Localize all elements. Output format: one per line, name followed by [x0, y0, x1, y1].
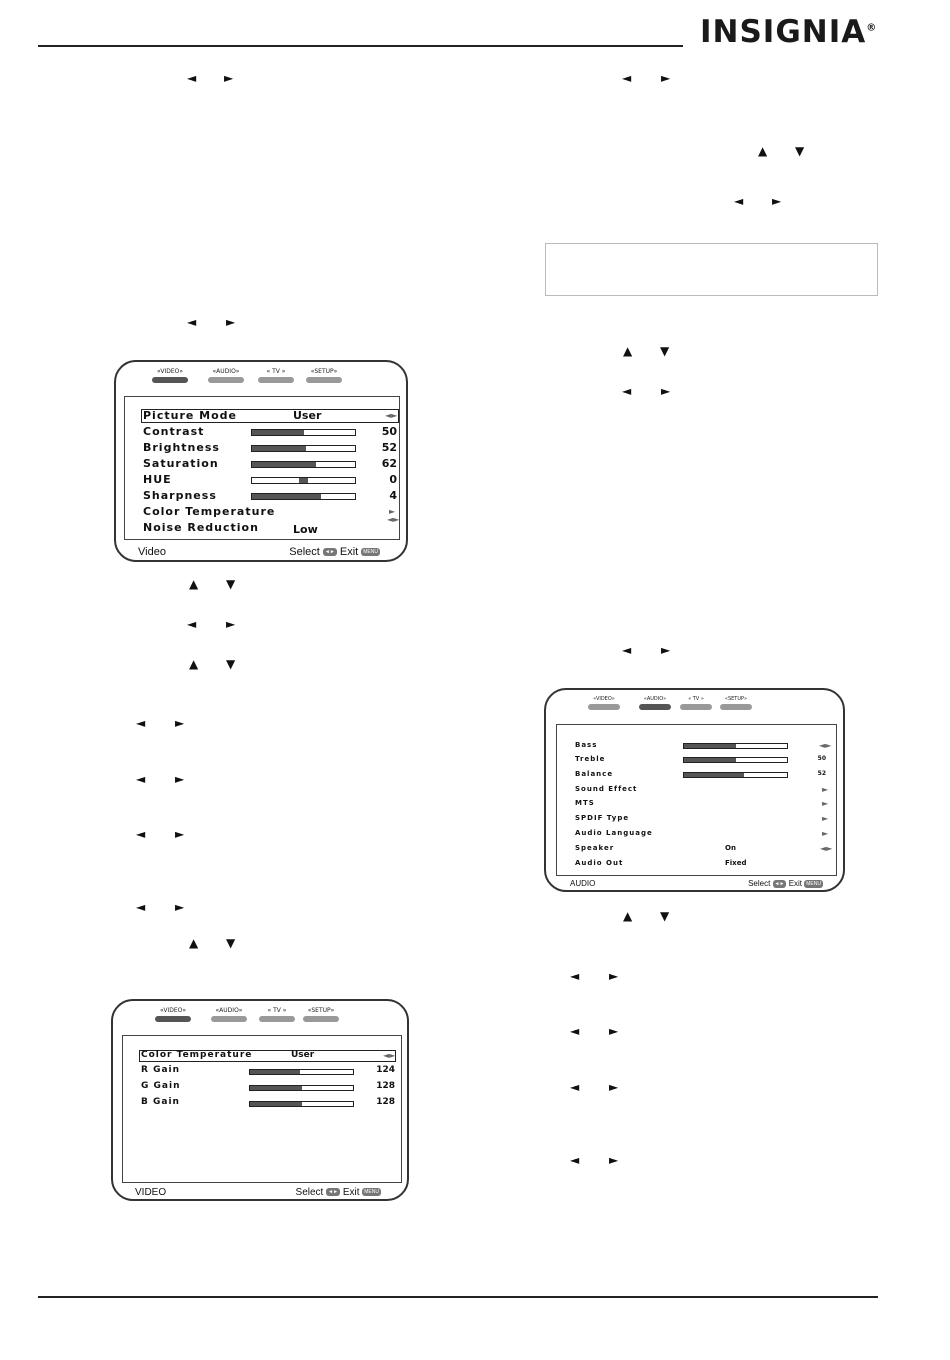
left-right-arrow-icon: ◄►: [819, 741, 832, 750]
menu-item-treble[interactable]: Treble 50: [575, 755, 826, 763]
left-right-arrow-icon: ◄►: [387, 515, 400, 524]
left-arrow-icon: ◄: [187, 315, 197, 329]
menu-panel: [122, 1035, 402, 1183]
up-arrow-icon: ▲: [758, 144, 768, 158]
down-arrow-icon: ▼: [660, 909, 670, 923]
menu-panel: [556, 724, 837, 876]
right-arrow-icon: ►: [822, 814, 829, 823]
tab-audio[interactable]: «AUDIO»: [206, 368, 246, 383]
menu-item-audio-language[interactable]: Audio Language ►: [575, 829, 829, 838]
right-arrow-icon: ►: [224, 71, 234, 85]
tab-tv[interactable]: « TV »: [257, 1007, 297, 1022]
menu-item-audio-out[interactable]: Audio Out Fixed: [575, 859, 747, 867]
tab-video[interactable]: «VIDEO»: [586, 696, 622, 710]
left-arrow-icon: ◄: [136, 900, 146, 914]
right-arrow-icon: ►: [389, 507, 396, 516]
hue-slider[interactable]: [251, 477, 356, 484]
tab-video[interactable]: «VIDEO»: [153, 1007, 193, 1022]
right-arrow-icon: ►: [661, 643, 671, 657]
menu-item-saturation[interactable]: Saturation 62: [143, 457, 397, 470]
left-arrow-icon: ◄: [187, 71, 197, 85]
right-arrow-icon: ►: [175, 772, 185, 786]
left-arrow-icon: ◄: [570, 969, 580, 983]
left-right-arrow-icon: ◄►: [385, 411, 398, 420]
left-right-arrow-icon: ◄►: [383, 1051, 396, 1060]
down-arrow-icon: ▼: [795, 144, 805, 158]
footer-rule: [38, 1296, 878, 1298]
left-arrow-icon: ◄: [136, 827, 146, 841]
tab-setup[interactable]: «SETUP»: [304, 368, 344, 383]
b-gain-slider[interactable]: [249, 1101, 354, 1107]
right-arrow-icon: ►: [175, 716, 185, 730]
left-arrow-icon: ◄: [570, 1024, 580, 1038]
right-arrow-icon: ►: [609, 969, 619, 983]
left-arrow-icon: ◄: [570, 1080, 580, 1094]
down-arrow-icon: ▼: [226, 936, 236, 950]
r-gain-slider[interactable]: [249, 1069, 354, 1075]
up-arrow-icon: ▲: [189, 657, 199, 671]
contrast-slider[interactable]: [251, 429, 356, 436]
tab-setup[interactable]: «SETUP»: [301, 1007, 341, 1022]
right-arrow-icon: ►: [226, 315, 236, 329]
up-arrow-icon: ▲: [623, 909, 633, 923]
right-arrow-icon: ►: [822, 799, 829, 808]
treble-slider[interactable]: [683, 757, 788, 763]
menu-item-noise-reduction[interactable]: Noise Reduction Low ◄►: [143, 515, 400, 536]
sharpness-slider[interactable]: [251, 493, 356, 500]
up-arrow-icon: ▲: [189, 577, 199, 591]
menu-item-r-gain[interactable]: R Gain 124: [141, 1065, 395, 1075]
menu-item-sound-effect[interactable]: Sound Effect ►: [575, 785, 829, 794]
left-arrow-icon: ◄: [622, 384, 632, 398]
menu-item-g-gain[interactable]: G Gain 128: [141, 1081, 395, 1091]
saturation-slider[interactable]: [251, 461, 356, 468]
menu-item-hue[interactable]: HUE 0: [143, 473, 397, 486]
left-arrow-icon: ◄: [187, 617, 197, 631]
menu-item-spdif-type[interactable]: SPDIF Type ►: [575, 814, 829, 823]
left-arrow-icon: ◄: [570, 1153, 580, 1167]
menu-item-mts[interactable]: MTS ►: [575, 799, 829, 808]
menu-item-brightness[interactable]: Brightness 52: [143, 441, 397, 454]
menu-item-speaker[interactable]: Speaker On ◄►: [575, 844, 833, 853]
menu-item-color-temperature[interactable]: Color Temperature User ◄►: [141, 1050, 396, 1060]
menu-item-sharpness[interactable]: Sharpness 4: [143, 489, 397, 502]
left-arrow-icon: ◄: [136, 772, 146, 786]
menu-item-balance[interactable]: Balance 52: [575, 770, 826, 778]
up-arrow-icon: ▲: [189, 936, 199, 950]
tab-tv[interactable]: « TV »: [256, 368, 296, 383]
menu-item-contrast[interactable]: Contrast 50: [143, 425, 397, 438]
g-gain-slider[interactable]: [249, 1085, 354, 1091]
color-temperature-menu-screen: «VIDEO» «AUDIO» « TV » «SETUP» Color Temperature User ◄► R Gain 124 G Gain 128 B Gain 128 VIDEO Select ◄► Exit MENU: [111, 999, 409, 1201]
menu-item-color-temperature[interactable]: Color Temperature ►: [143, 505, 396, 518]
menu-item-picture-mode[interactable]: Picture Mode User ◄►: [143, 409, 398, 422]
menu-tabs: [116, 368, 406, 392]
right-arrow-icon: ►: [609, 1024, 619, 1038]
left-arrow-icon: ◄: [622, 71, 632, 85]
menu-panel: [124, 396, 400, 540]
left-arrow-icon: ◄: [734, 194, 744, 208]
left-arrow-icon: ◄: [136, 716, 146, 730]
down-arrow-icon: ▼: [226, 657, 236, 671]
menu-item-b-gain[interactable]: B Gain 128: [141, 1097, 395, 1107]
menu-tabs: [546, 696, 843, 720]
video-menu-screen: «VIDEO» «AUDIO» « TV » «SETUP» Picture Mode User ◄► Contrast 50 Brightness 52 Saturation 62 HUE 0 Sharpness 4 Color Temperature ► Noise Reduction Low ◄► Video Select ◄► Exit MENU: [114, 360, 408, 562]
down-arrow-icon: ▼: [226, 577, 236, 591]
right-arrow-icon: ►: [661, 71, 671, 85]
header-rule: [38, 45, 683, 47]
tab-video[interactable]: «VIDEO»: [150, 368, 190, 383]
brightness-slider[interactable]: [251, 445, 356, 452]
tab-audio[interactable]: «AUDIO»: [637, 696, 673, 710]
menu-tabs: [113, 1007, 407, 1031]
tab-tv[interactable]: « TV »: [678, 696, 714, 710]
right-arrow-icon: ►: [175, 827, 185, 841]
down-arrow-icon: ▼: [660, 344, 670, 358]
left-arrow-icon: ◄: [622, 643, 632, 657]
right-arrow-icon: ►: [772, 194, 782, 208]
brand-logo: INSIGNIA®: [700, 14, 878, 50]
bass-slider[interactable]: [683, 743, 788, 749]
right-arrow-icon: ►: [175, 900, 185, 914]
tab-audio[interactable]: «AUDIO»: [209, 1007, 249, 1022]
right-arrow-icon: ►: [609, 1080, 619, 1094]
right-arrow-icon: ►: [661, 384, 671, 398]
right-arrow-icon: ►: [822, 785, 829, 794]
right-arrow-icon: ►: [226, 617, 236, 631]
right-arrow-icon: ►: [609, 1153, 619, 1167]
tab-setup[interactable]: «SETUP»: [718, 696, 754, 710]
right-arrow-icon: ►: [822, 829, 829, 838]
up-arrow-icon: ▲: [623, 344, 633, 358]
menu-item-bass[interactable]: Bass ◄►: [575, 741, 832, 750]
balance-slider[interactable]: [683, 772, 788, 778]
note-box: [545, 243, 878, 296]
audio-menu-screen: «VIDEO» «AUDIO» « TV » «SETUP» Bass ◄► Treble 50 Balance 52 Sound Effect ► MTS ► SPDIF Type ► Audio Language ► Speaker On ◄► Audio Out Fixed AUDIO Select ◄► Exit MENU: [544, 688, 845, 892]
left-right-arrow-icon: ◄►: [820, 844, 833, 853]
